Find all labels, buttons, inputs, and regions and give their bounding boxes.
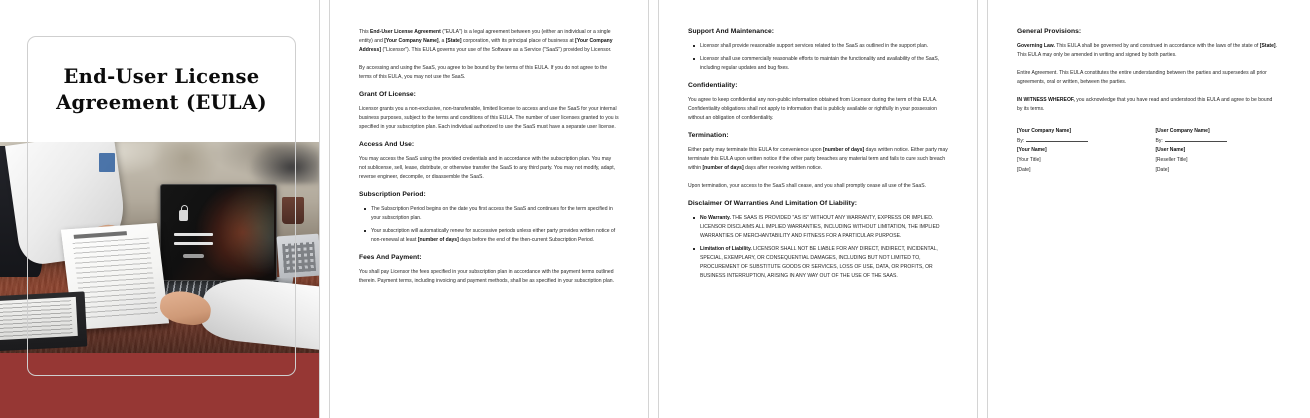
heading-termination: Termination: [688,131,729,139]
signature-title: [Reseller Title] [1155,157,1188,164]
list-item: Your subscription will automatically renew for successive periods unless either party provides written notice of non-renewal at least [number of days] days before the end of the then-current Subscription Period. [371,227,619,245]
laptop-screen [160,184,277,281]
termination-paragraph-2: Upon termination, your access to the SaaS shall cease, and you shall promptly cease all use of the SaaS. [688,182,927,189]
signature-column-user [1156,127,1279,176]
page-gap [649,0,658,418]
document-page-4[interactable] [987,0,1307,418]
list-item: Licensor shall use commercially reasonable efforts to maintain the functionality and availability of the SaaS, including regular updates and bug fixes. [700,55,948,73]
fees-and-payment-body: You shall pay Licensor the fees specified in your subscription plan in accordance with the payment terms outlined therein. Payment terms, including invoicing and payment methods, shall be as specified in your subscription plan. [359,268,615,284]
binder-ruled-lines [0,300,73,338]
lock-icon [179,210,188,221]
screen-button [183,254,204,258]
signature-date: [Date] [1155,167,1169,174]
heading-support-and-maintenance: Support And Maintenance: [688,28,775,35]
signature-line[interactable] [1165,137,1227,142]
document-page-2[interactable] [329,0,649,418]
cover-photo [0,142,320,353]
access-and-use-body: You may access the SaaS using the provided credentials and in accordance with the subscription plan. You may not sublicense, sell, lease, distribute, or otherwise transfer the SaaS to any third party. You may not modify, adapt, reverse engineer, decompile, or disassemble the SaaS. [359,155,616,180]
page-title [27,64,296,116]
list-item: No Warranty. THE SAAS IS PROVIDED "AS IS" WITHOUT ANY WARRANTY, EXPRESS OR IMPLIED. LICENSOR DISCLAIMS ALL IMPLIED WARRANTIES, INCLUDING WITHOUT LIMITATION, THE IMPLIED WARRANTIES OF MERCHANTABILITY AND FITNESS FOR A PARTICULAR PURPOSE. [700,214,948,241]
intro-paragraph-2: By accessing and using the SaaS, you agree to be bound by the terms of this EULA. If you do not agree to the terms of this EULA, you may not use the SaaS. [359,64,608,80]
signature-column-licensor [1017,127,1140,176]
signature-by-row [1017,137,1140,147]
page-gap [320,0,329,418]
heading-general-provisions: General Provisions: [1017,28,1082,35]
page-title-line-2: Agreement (EULA) [56,90,267,114]
signature-company: [User Company Name] [1155,127,1210,134]
signature-by-label: By: [1017,137,1025,144]
signature-company: [Your Company Name] [1017,127,1072,134]
signature-by-label: By: [1155,137,1163,144]
list-item: Limitation of Liability. LICENSOR SHALL NOT BE LIABLE FOR ANY DIRECT, INDIRECT, INCIDENTAL, SPECIAL, EXEMPLARY, OR CONSEQUENTIAL DAMAGES, INCLUDING BUT NOT LIMITED TO, PROCUREMENT OF SUBSTITUTE GOODS OR SERVICES, LOSS OF USE, DATA, OR PROFITS, OR BUSINESS INTERRUPTION, ARISING IN ANY WAY OUT OF THE USE OF THE SAAS. [700,245,948,281]
termination-paragraph-1: Either party may terminate this EULA for convenience upon [number of days] days written notice. Either party may terminate this EULA upon written notice if the other party breaches any material term and fails to cure such breach within [number of days] days after receiving written notice. [688,146,948,171]
page-2-content [330,0,648,285]
signature-name: [User Name] [1155,147,1186,154]
signature-line[interactable] [1026,137,1088,142]
signature-date: [Date] [1017,167,1031,174]
confidentiality-body: You agree to keep confidential any non-public information obtained from Licensor during the term of this EULA. Confidentiality obligations shall not apply to information that is publicly available or rightfully in your possession without an obligation of confidentiality. [688,96,938,121]
heading-disclaimer-of-warranties: Disclaimer Of Warranties And Limitation Of Liability: [688,199,857,207]
page-title-line-1: End-User License [63,65,260,88]
heading-subscription-period: Subscription Period: [359,190,426,198]
calculator-keys [283,242,317,273]
binder-paper [0,297,78,340]
signature-name: [Your Name] [1017,147,1047,154]
cover-accent-band [0,353,320,418]
page-3-content [659,0,977,280]
heading-confidentiality: Confidentiality: [688,81,738,89]
paper-heading-line [73,232,127,240]
subscription-period-list [359,205,619,245]
id-badge [99,153,115,172]
list-item: The Subscription Period begins on the date you first access the SaaS and continues for the term specified in your subscription plan. [371,205,619,223]
screen-text-line [174,233,213,236]
signature-block [1017,127,1278,176]
grant-of-license-body: Licensor grants you a non-exclusive, non-transferable, limited license to access and use the SaaS for your internal business purposes, subject to the terms and conditions of this EULA. The number of user licenses granted to you is specified in your subscription plan. Each individual authorized to use the SaaS must have a separate user license. [359,105,619,130]
witness-paragraph: IN WITNESS WHEREOF, you acknowledge that you have read and understood this EULA and agree to be bound by its terms. [1017,96,1273,112]
heading-access-and-use: Access And Use: [359,140,415,148]
governing-law-paragraph: Governing Law. This EULA shall be governed by and construed in accordance with the laws of the state of [State]. This EULA may only be amended in writing and signed by both parties. [1017,43,1278,58]
office-chair-blur [250,142,320,184]
entire-agreement-paragraph: Entire Agreement. This EULA constitutes the entire understanding between the parties and supersedes all prior agreements, oral or written, between the parties. [1017,69,1267,85]
document-page-1-cover[interactable] [0,0,320,418]
screen-text-line [174,242,213,245]
support-and-maintenance-list [688,42,948,73]
signature-by-row [1156,137,1279,147]
signature-title: [Your Title] [1017,157,1041,164]
desk-mug [282,197,304,224]
list-item: Licensor shall provide reasonable support services related to the SaaS as outlined in the support plan. [700,42,948,51]
desk-calculator [277,233,320,278]
page-4-content [988,0,1307,176]
heading-grant-of-license: Grant Of License: [359,90,416,98]
intro-paragraph-1: This End-User License Agreement ("EULA") is a legal agreement between you (either an individual or a single entity) and [Your Company Name], a [State] corporation, with its principal place of business at [Your Company Address] ("Licensor"). This EULA governs your use of the Software as a Service ("SaaS") provided by Licensor. [359,29,613,53]
disclaimer-list [688,214,948,281]
cover-layout [0,0,319,418]
page-gap [978,0,987,418]
desk-binder [0,291,88,351]
document-page-3[interactable] [658,0,978,418]
heading-fees-and-payment: Fees And Payment: [359,253,422,261]
